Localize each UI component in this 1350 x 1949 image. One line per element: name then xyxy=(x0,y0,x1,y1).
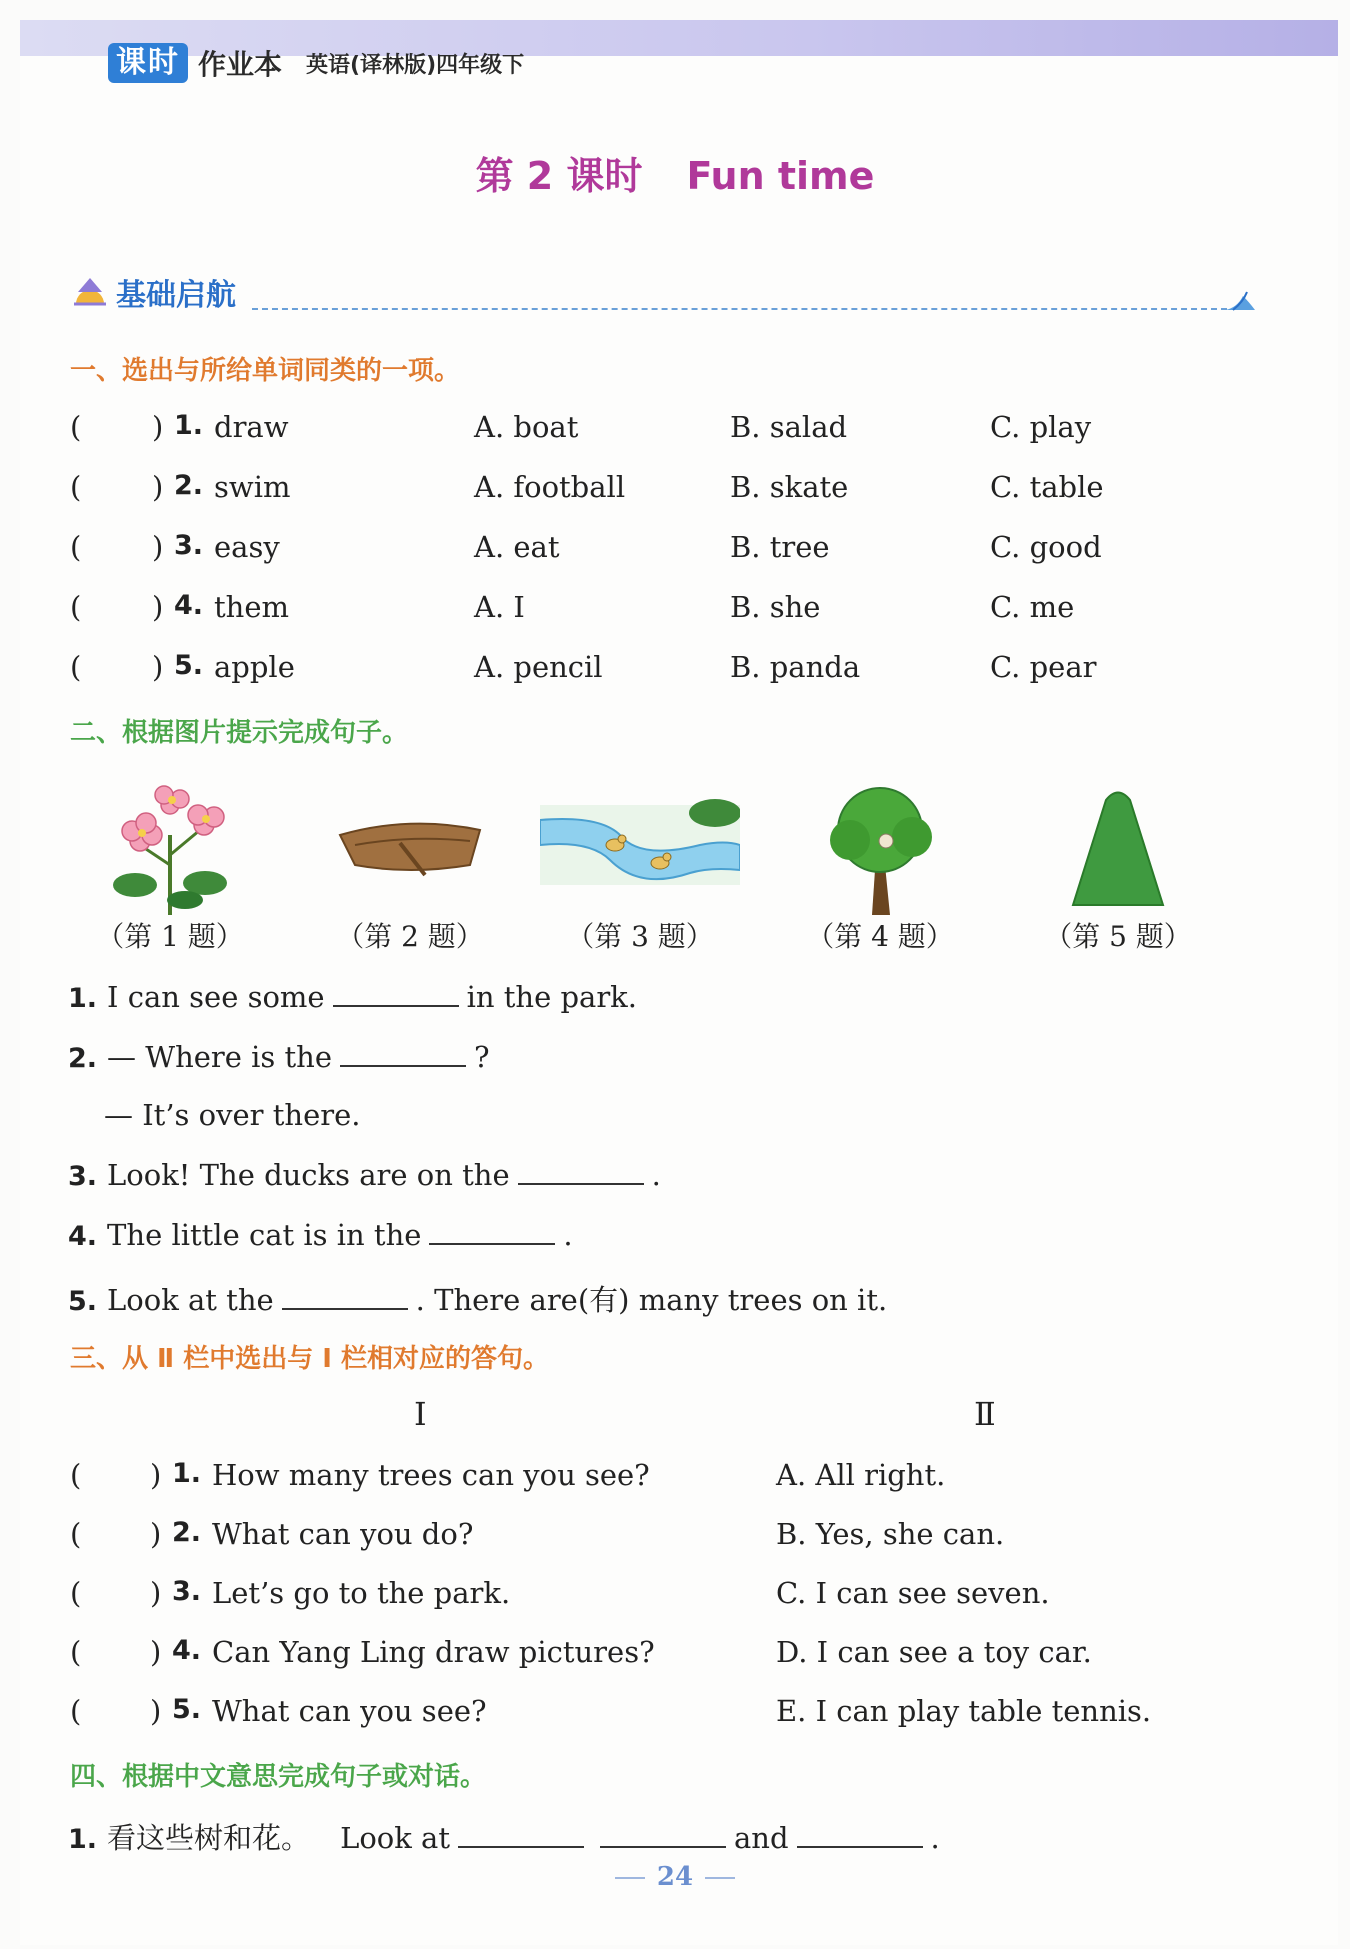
given-word: draw xyxy=(214,410,289,444)
column-one-header: Ⅰ xyxy=(414,1395,427,1433)
q3-row xyxy=(70,1635,1280,1685)
item-number: 4. xyxy=(172,1635,202,1666)
sentence-text: I can see some xyxy=(107,980,325,1014)
option-b: B. tree xyxy=(730,530,830,564)
brand-logo: 课时 xyxy=(108,43,188,83)
answer-paren-open[interactable]: ( xyxy=(70,1517,82,1551)
option-c: C. table xyxy=(990,470,1104,504)
hill-picture xyxy=(1018,775,1218,915)
page-number-text: 24 xyxy=(656,1862,694,1892)
sentence-text: . xyxy=(563,1218,573,1252)
q1-row xyxy=(70,410,1280,460)
option-b: B. skate xyxy=(730,470,849,504)
option-b: B. salad xyxy=(730,410,848,444)
wave-icon xyxy=(1223,288,1257,314)
answer-paren-close: ) xyxy=(150,1576,162,1610)
answer-blank[interactable] xyxy=(333,981,459,1007)
item-number: 3. xyxy=(174,530,204,561)
given-word: easy xyxy=(214,530,280,564)
q3-row xyxy=(70,1458,1280,1508)
answer-paren-open[interactable]: ( xyxy=(70,1694,82,1728)
answer-paren-open[interactable]: ( xyxy=(70,590,82,624)
q3-row xyxy=(70,1576,1280,1626)
sentence-text: and xyxy=(733,1821,789,1855)
item-number: 2. xyxy=(174,470,204,501)
q1-row xyxy=(70,650,1280,700)
answer-paren-open[interactable]: ( xyxy=(70,470,82,504)
picture-caption: （第 5 题） xyxy=(1044,920,1192,953)
q2-sentence-2 xyxy=(68,1040,490,1074)
lesson-name: Fun time xyxy=(686,154,875,198)
section-label: 基础启航 xyxy=(116,278,236,313)
tree-picture xyxy=(780,775,980,915)
chinese-prompt: 看这些树和花。 xyxy=(107,1821,311,1855)
picture-row xyxy=(70,775,1270,955)
q1-title: 一、选出与所给单词同类的一项。 xyxy=(70,356,461,386)
answer-paren-close: ) xyxy=(152,590,164,624)
answer-blank[interactable] xyxy=(797,1822,923,1848)
item-number: 5. xyxy=(172,1694,202,1725)
question-text: Can Yang Ling draw pictures? xyxy=(212,1635,655,1669)
option-a: A. boat xyxy=(474,410,579,444)
sentence-text: ? xyxy=(474,1040,490,1074)
item-number: 4. xyxy=(68,1221,98,1252)
answer-option: E. I can play table tennis. xyxy=(776,1694,1152,1728)
lesson-title xyxy=(0,145,1350,200)
q1-row xyxy=(70,590,1280,640)
answer-paren-open[interactable]: ( xyxy=(70,410,82,444)
q2-sentence-3 xyxy=(68,1158,661,1192)
item-number: 1. xyxy=(174,410,204,441)
q3-row xyxy=(70,1694,1280,1744)
q2-sentence-2-reply: — It’s over there. xyxy=(104,1098,361,1132)
river-picture xyxy=(540,775,740,915)
answer-paren-close: ) xyxy=(152,530,164,564)
item-number: 1. xyxy=(172,1458,202,1489)
item-number: 4. xyxy=(174,590,204,621)
answer-blank[interactable] xyxy=(458,1822,584,1848)
option-a: A. I xyxy=(474,590,525,624)
q2-sentence-4 xyxy=(68,1218,573,1252)
item-number: 5. xyxy=(174,650,204,681)
sentence-text: The little cat is in the xyxy=(107,1218,422,1252)
picture-caption: （第 3 题） xyxy=(566,920,714,953)
answer-paren-open[interactable]: ( xyxy=(70,650,82,684)
brand-name: 作业本 xyxy=(198,48,283,81)
option-c: C. good xyxy=(990,530,1102,564)
option-c: C. pear xyxy=(990,650,1097,684)
answer-option: D. I can see a toy car. xyxy=(776,1635,1092,1669)
answer-paren-open[interactable]: ( xyxy=(70,530,82,564)
given-word: them xyxy=(214,590,289,624)
answer-paren-close: ) xyxy=(150,1458,162,1492)
answer-paren-open[interactable]: ( xyxy=(70,1576,82,1610)
item-number: 1. xyxy=(68,983,98,1014)
answer-paren-close: ) xyxy=(152,410,164,444)
column-two-header: Ⅱ xyxy=(974,1395,996,1433)
section-divider xyxy=(252,308,1227,310)
picture-caption: （第 4 题） xyxy=(806,920,954,953)
book-title: 英语(译林版)四年级下 xyxy=(306,52,525,78)
item-number: 3. xyxy=(68,1161,98,1192)
item-number: 5. xyxy=(68,1286,98,1317)
q2-sentence-5 xyxy=(68,1278,887,1319)
answer-paren-close: ) xyxy=(150,1517,162,1551)
answer-paren-close: ) xyxy=(152,650,164,684)
given-word: apple xyxy=(214,650,295,684)
answer-blank[interactable] xyxy=(518,1159,644,1185)
picture-caption: （第 1 题） xyxy=(96,920,244,953)
option-b: B. panda xyxy=(730,650,861,684)
q2-title: 二、根据图片提示完成句子。 xyxy=(70,718,409,748)
q3-title: 三、从 Ⅱ 栏中选出与 Ⅰ 栏相对应的答句。 xyxy=(70,1344,550,1374)
question-text: What can you see? xyxy=(212,1694,487,1728)
question-text: What can you do? xyxy=(212,1517,474,1551)
item-number: 3. xyxy=(172,1576,202,1607)
answer-blank[interactable] xyxy=(340,1041,466,1067)
lesson-number: 第 2 课时 xyxy=(475,154,643,198)
sentence-text: — Where is the xyxy=(107,1040,333,1074)
item-number: 2. xyxy=(68,1043,98,1074)
answer-blank[interactable] xyxy=(429,1219,555,1245)
answer-option: B. Yes, she can. xyxy=(776,1517,1005,1551)
option-b: B. she xyxy=(730,590,821,624)
q3-row xyxy=(70,1517,1280,1567)
q1-row xyxy=(70,470,1280,520)
answer-blank[interactable] xyxy=(600,1822,726,1848)
option-a: A. pencil xyxy=(474,650,603,684)
answer-blank[interactable] xyxy=(282,1284,408,1310)
given-word: swim xyxy=(214,470,291,504)
item-number: 2. xyxy=(172,1517,202,1548)
item-number: 1. xyxy=(68,1824,98,1855)
q4-sentence-1 xyxy=(68,1816,940,1857)
option-a: A. football xyxy=(474,470,626,504)
answer-paren-close: ) xyxy=(152,470,164,504)
sentence-text: Look at xyxy=(340,1821,450,1855)
section-header xyxy=(72,268,1257,314)
sentence-text: in the park. xyxy=(466,980,637,1014)
flower-picture xyxy=(70,775,270,915)
page-number xyxy=(0,1862,1350,1892)
answer-option: C. I can see seven. xyxy=(776,1576,1050,1610)
answer-paren-open[interactable]: ( xyxy=(70,1458,82,1492)
sun-icon xyxy=(72,274,108,308)
sentence-text: Look! The ducks are on the xyxy=(107,1158,510,1192)
picture-caption: （第 2 题） xyxy=(336,920,484,953)
answer-paren-close: ) xyxy=(150,1635,162,1669)
answer-option: A. All right. xyxy=(776,1458,946,1492)
question-text: Let’s go to the park. xyxy=(212,1576,511,1610)
sentence-text: . xyxy=(930,1821,940,1855)
q4-title: 四、根据中文意思完成句子或对话。 xyxy=(70,1762,487,1792)
sentence-text: . There are(有) many trees on it. xyxy=(415,1283,888,1317)
q2-sentence-1 xyxy=(68,980,637,1014)
sentence-text: Look at the xyxy=(107,1283,274,1317)
option-c: C. me xyxy=(990,590,1075,624)
boat-picture xyxy=(310,775,510,915)
option-a: A. eat xyxy=(474,530,560,564)
answer-paren-open[interactable]: ( xyxy=(70,1635,82,1669)
sentence-text: . xyxy=(651,1158,661,1192)
q1-row xyxy=(70,530,1280,580)
answer-paren-close: ) xyxy=(150,1694,162,1728)
header-brand xyxy=(108,42,524,84)
question-text: How many trees can you see? xyxy=(212,1458,650,1492)
option-c: C. play xyxy=(990,410,1092,444)
